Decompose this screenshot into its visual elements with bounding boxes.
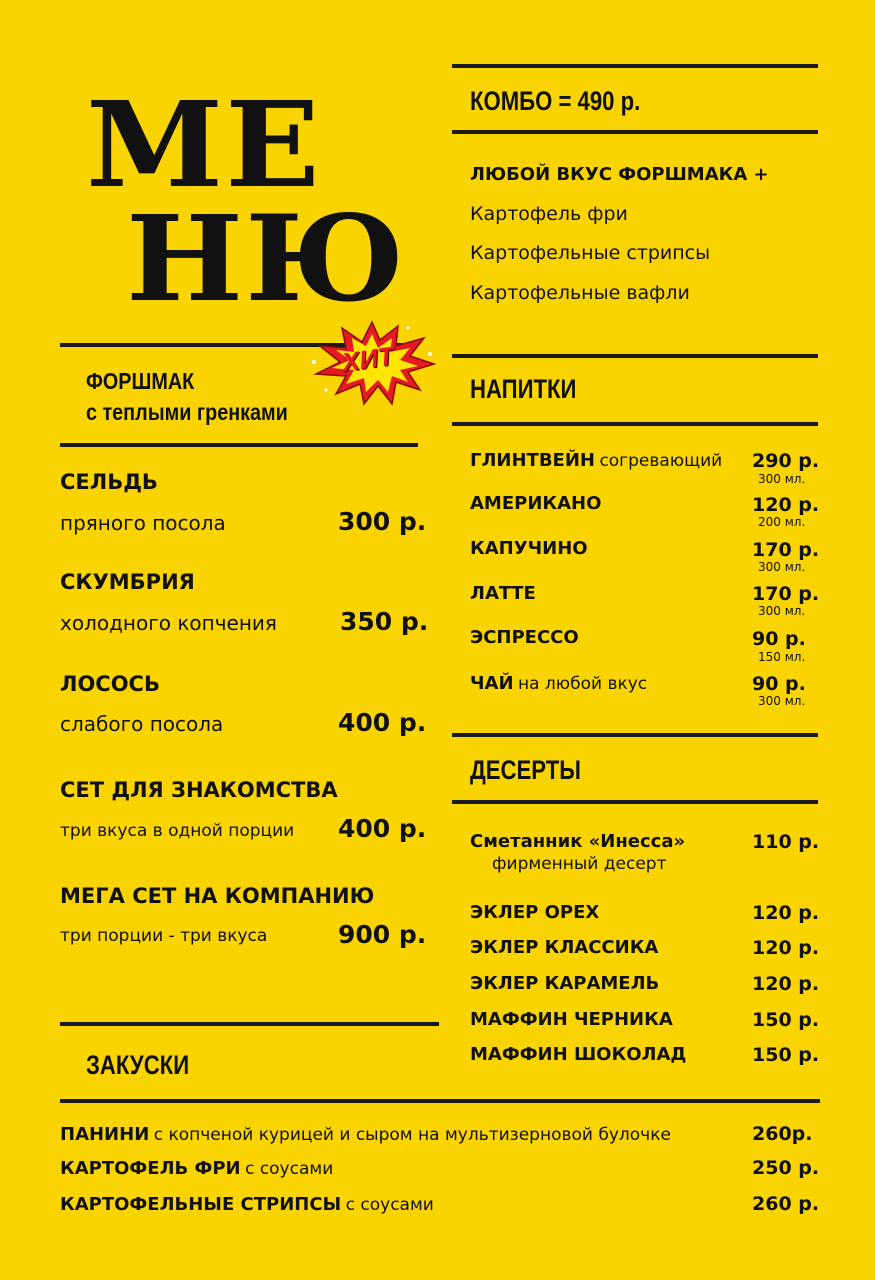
drinks-item	[470, 538, 588, 559]
forshmak-item-name: МЕГА СЕТ НА КОМПАНИЮ	[60, 884, 375, 908]
forshmak-item-desc: пряного посола	[60, 511, 226, 535]
dessert-featured-price: 110 р.	[752, 831, 820, 853]
forshmak-bottom-rule	[60, 443, 418, 447]
dessert-featured-desc: фирменный десерт	[492, 854, 667, 874]
snacks-item-price: 250 р.	[752, 1157, 820, 1179]
drinks-item-price: 120 р.	[752, 494, 820, 516]
drinks-item	[470, 627, 579, 648]
forshmak-item-desc: слабого посола	[60, 712, 224, 736]
snacks-item	[60, 1124, 671, 1145]
drinks-item-name: ЛАТТЕ	[470, 583, 536, 604]
dessert-item-price: 120 р.	[752, 937, 820, 959]
hit-badge-label: ХИТ	[340, 340, 396, 378]
drinks-item-volume: 300 мл.	[758, 560, 806, 574]
snacks-item-price: 260р.	[752, 1123, 813, 1145]
combo-heading: КОМБО = 490 р.	[470, 86, 641, 116]
combo-top-rule	[452, 64, 818, 68]
snacks-item-name: ПАНИНИ	[60, 1124, 150, 1145]
drinks-mid-rule	[452, 422, 818, 426]
combo-mid-rule	[452, 130, 818, 134]
drinks-item	[470, 583, 536, 604]
forshmak-item-desc: три вкуса в одной порции	[60, 821, 295, 841]
combo-lead: ЛЮБОЙ ВКУС ФОРШМАКА +	[470, 164, 769, 185]
forshmak-item-desc: три порции - три вкуса	[60, 926, 268, 946]
drinks-heading: НАПИТКИ	[470, 374, 577, 404]
dessert-item-price: 120 р.	[752, 973, 820, 995]
drinks-item	[470, 493, 601, 514]
snacks-item-name: КАРТОФЕЛЬНЫЕ СТРИПСЫ	[60, 1194, 342, 1215]
dessert-item-price: 120 р.	[752, 902, 820, 924]
forshmak-heading-line2: с теплыми гренками	[86, 399, 288, 425]
snacks-item-desc: с соусами	[345, 1195, 434, 1215]
snacks-top-rule	[60, 1022, 439, 1026]
drinks-item-volume: 300 мл.	[758, 472, 806, 486]
forshmak-heading-line1: ФОРШМАК	[86, 368, 195, 394]
forshmak-item-name: СЕТ ДЛЯ ЗНАКОМСТВА	[60, 778, 338, 802]
snacks-item-price: 260 р.	[752, 1193, 820, 1215]
snacks-bottom-rule	[60, 1099, 820, 1103]
forshmak-item-price: 400 р.	[338, 814, 427, 843]
combo-option: Картофельные стрипсы	[470, 242, 711, 264]
drinks-item-price: 90 р.	[752, 673, 806, 695]
drinks-item-name: КАПУЧИНО	[470, 538, 588, 559]
forshmak-item-desc: холодного копчения	[60, 611, 277, 635]
drinks-item-price: 290 р.	[752, 450, 820, 472]
sparkle-icon	[306, 318, 438, 408]
dessert-item-name: МАФФИН ЧЕРНИКА	[470, 1009, 673, 1030]
drinks-item-volume: 150 мл.	[758, 650, 806, 664]
desserts-mid-rule	[452, 800, 818, 804]
dessert-item-name: МАФФИН ШОКОЛАД	[470, 1044, 687, 1065]
drinks-item-price: 90 р.	[752, 628, 806, 650]
dessert-item-name: ЭКЛЕР КЛАССИКА	[470, 937, 659, 958]
drinks-top-rule	[452, 354, 818, 358]
forshmak-item-name: ЛОСОСЬ	[60, 672, 160, 696]
dessert-featured-name: Сметанник «Инесса»	[470, 831, 686, 852]
menu-title-line1: МЕ	[86, 75, 322, 214]
desserts-top-rule	[452, 733, 818, 737]
snacks-item-desc: с копченой курицей и сыром на мультизерновой булочке	[153, 1125, 671, 1145]
snacks-item	[60, 1158, 333, 1179]
combo-option: Картофель фри	[470, 203, 628, 225]
drinks-item-price: 170 р.	[752, 539, 820, 561]
drinks-item	[470, 450, 722, 471]
hit-badge	[306, 318, 438, 408]
desserts-heading: ДЕСЕРТЫ	[470, 755, 581, 785]
dessert-item-price: 150 р.	[752, 1044, 820, 1066]
snacks-heading: ЗАКУСКИ	[86, 1050, 190, 1080]
forshmak-item-price: 400 р.	[338, 708, 427, 737]
forshmak-item-name: СЕЛЬДЬ	[60, 470, 158, 494]
snacks-item-name: КАРТОФЕЛЬ ФРИ	[60, 1158, 241, 1179]
forshmak-item-price: 300 р.	[338, 507, 427, 536]
drinks-item-volume: 300 мл.	[758, 604, 806, 618]
dessert-item-name: ЭКЛЕР КАРАМЕЛЬ	[470, 973, 660, 994]
drinks-item-name: ЭСПРЕССО	[470, 627, 579, 648]
forshmak-heading	[86, 366, 288, 428]
snacks-item	[60, 1194, 434, 1215]
forshmak-item-price: 900 р.	[338, 920, 427, 949]
drinks-item-volume: 200 мл.	[758, 515, 806, 529]
drinks-item-volume: 300 мл.	[758, 694, 806, 708]
forshmak-item-name: СКУМБРИЯ	[60, 570, 195, 594]
drinks-item-desc: на любой вкус	[518, 674, 648, 694]
drinks-item-name: ЧАЙ	[470, 673, 514, 694]
drinks-item	[470, 673, 647, 694]
dessert-item-price: 150 р.	[752, 1009, 820, 1031]
forshmak-item-price: 350 р.	[340, 607, 429, 636]
dessert-item-name: ЭКЛЕР ОРЕХ	[470, 902, 600, 923]
drinks-item-name: ГЛИНТВЕЙН	[470, 450, 595, 471]
drinks-item-name: АМЕРИКАНО	[470, 493, 602, 514]
snacks-item-desc: с соусами	[245, 1159, 334, 1179]
drinks-item-desc: согревающий	[599, 451, 723, 471]
drinks-item-price: 170 р.	[752, 583, 820, 605]
combo-option: Картофельные вафли	[470, 282, 690, 304]
menu-title-line2: НЮ	[126, 189, 407, 328]
